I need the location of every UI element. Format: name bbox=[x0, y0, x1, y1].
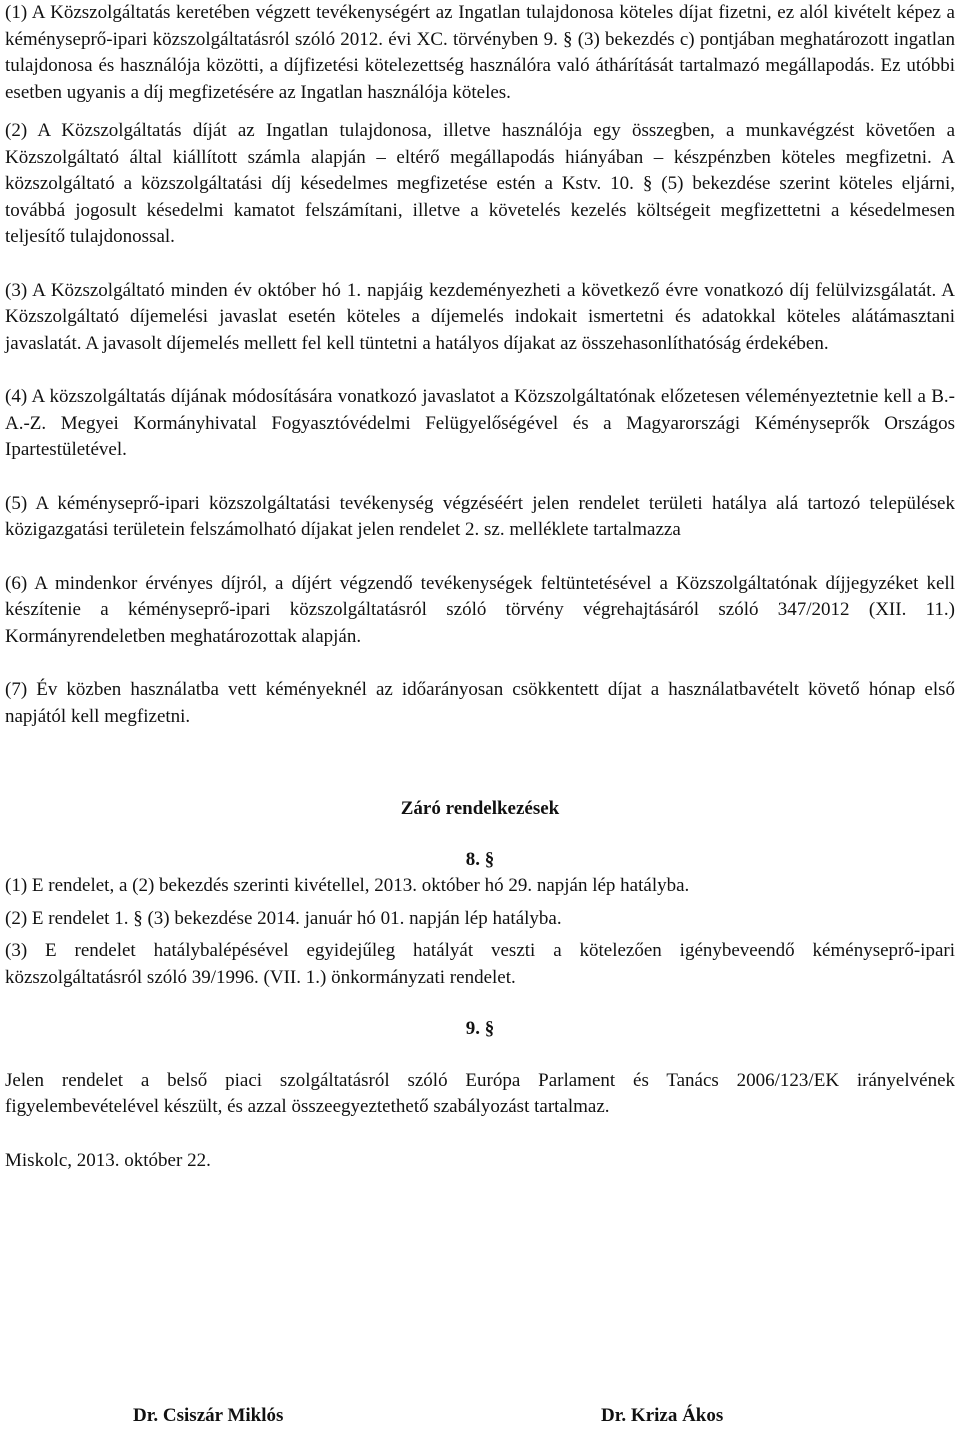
paragraph-fee-2: (2) A Közszolgáltatás díját az Ingatlan tulajdonosa, illetve használója egy összegben, a munkavégzést követően a Közszolgáltató által kiállított számla alapján – eltérő megállapodás hiányában – készpénzben köteles megfizetni. A közszolgáltató a közszolgáltatási díj késedelmes megfizetése estén a Kstv. 10. § (5) bekezdése szerint köteles eljárni, továbbá jogosult késedelmi kamatot felszámítani, illetve a követelés kezelés költségeit megfizettetni a késedelmesen teljesítő tulajdonossal. bbox=[5, 120, 955, 247]
paragraph-fee-7: (7) Év közben használatba vett kéményeknél az időarányosan csökkentett díjat a használatbavételt követő hónap első napjától kell megfizetni. bbox=[5, 679, 955, 727]
section-8-paragraph-3: (3) E rendelet hatálybalépésével egyidejűleg hatályát veszti a kötelezően igénybeveendő kéményseprő-ipari közszolgáltatásról szóló 39/1996. (VII. 1.) önkormányzati rendelet. bbox=[5, 940, 955, 988]
signature-left: Dr. Csiszár Miklós bbox=[133, 1405, 284, 1426]
section-9-number: 9. § bbox=[465, 1018, 495, 1039]
paragraph-fee-4: (4) A közszolgáltatás díjának módosítására vonatkozó javaslatot a Közszolgáltatónak előzetesen véleményeztetnie kell a B.-A.-Z. Megyei Kormányhivatal Fogyasztóvédelmi Felügyelőségével és a Magyarországi Kéményseprők Országos Ipartestületével. bbox=[5, 386, 955, 460]
section-8-paragraph-1: (1) E rendelet, a (2) bekezdés szerinti kivétellel, 2013. október hó 29. napján lép hatályba. bbox=[5, 875, 690, 896]
section-8-number: 8. § bbox=[465, 848, 495, 870]
section-8-paragraph-2: (2) E rendelet 1. § (3) bekezdése 2014. január hó 01. napján lép hatályba. bbox=[5, 907, 562, 929]
document-page bbox=[5, 0, 955, 1425]
paragraph-fee-3: (3) A Közszolgáltató minden év október hó 1. napjáig kezdeményezheti a következő évre vonatkozó díj felülvizsgálatát. A Közszolgáltató díjemelési javaslat esetén köteles a díjemelés indokait ismertetni és adatokkal köteles alátámasztani javaslatát. A javasolt díjemelés mellett fel kell tüntetni a hatályos díjakat az összehasonlíthatóság érdekében. bbox=[5, 279, 955, 354]
place-date: Miskolc, 2013. október 22. bbox=[5, 1149, 211, 1171]
paragraph-fee-6: (6) A mindenkor érvényes díjról, a díjért végzendő tevékenységek feltüntetésével a Közszolgáltatónak díjjegyzéket kell készítenie a kéményseprő-ipari közszolgáltatásról szóló törvény végrehajtásáról szóló 347/2012 (XII. 11.) Kormányrendeletben meghatározottak alapján. bbox=[5, 572, 955, 647]
section-title: Záró rendelkezések bbox=[400, 798, 560, 819]
paragraph-fee-1: (1) A Közszolgáltatás keretében végzett tevékenységért az Ingatlan tulajdonosa köteles díjat fizetni, ez alól kivételt képez a kéményseprő-ipari közszolgáltatásról szóló 2012. évi XC. törvényben 9. § (3) bekezdés c) pontjában meghatározott ingatlan tulajdonosa és használója közötti, a díjfizetési kötelezettség használóra való áthárítását tartalmazó megállapodás. Ez utóbbi esetben ugyanis a díj megfizetésére az Ingatlan használója köteles. bbox=[5, 2, 955, 103]
signature-right: Dr. Kriza Ákos bbox=[601, 1405, 724, 1426]
section-9-paragraph-1: Jelen rendelet a belső piaci szolgáltatásról szóló Európa Parlament és Tanács 2006/123/EK irányelvének figyelembevételével készült, és azzal összeegyeztethető szabályozást tartalmaz. bbox=[5, 1069, 955, 1117]
paragraph-fee-5: (5) A kéményseprő-ipari közszolgáltatási tevékenység végzéséért jelen rendelet területi hatálya alá tartozó települések közigazgatási területein felszámolható díjakat jelen rendelet 2. sz. melléklete tartalmazza bbox=[5, 492, 955, 540]
